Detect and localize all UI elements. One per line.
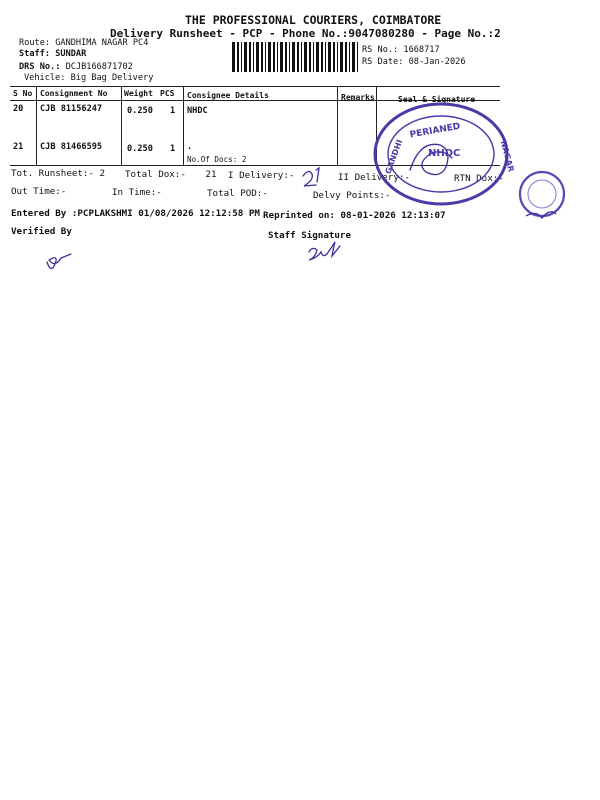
total-dox-value: 21 — [205, 169, 217, 180]
col-header-remarks: Remarks — [341, 93, 375, 102]
rs-date-label: RS Date: — [362, 57, 404, 67]
verified-signature — [47, 254, 71, 269]
col-header-sno: S No — [13, 89, 33, 98]
i-delivery: I Delivery:- — [228, 170, 295, 181]
in-time: In Time:- — [112, 187, 162, 198]
runsheet-subtitle: Delivery Runsheet - PCP - Phone No.:9047080280 - Page No.:2 — [110, 27, 501, 40]
verified-by: Verified By — [11, 226, 72, 237]
stamp-top-text: PERIANED — [409, 121, 462, 141]
row2-sno: 21 — [13, 142, 24, 152]
stamp-left-text: GANDHI — [383, 138, 405, 176]
secondary-stamp — [516, 168, 566, 222]
col-header-consignee: Consignee Details — [187, 91, 269, 100]
drs-label: DRS No.: — [19, 62, 61, 72]
ii-delivery: II Delivery:- — [338, 172, 410, 183]
row1-consignee: NHDC — [187, 106, 208, 116]
handwritten-21-mark — [303, 168, 319, 186]
staff-signature: Staff Signature — [268, 230, 351, 241]
entered-by: Entered By :PCPLAKSHMI 01/08/2026 12:12:58 PM — [11, 208, 260, 219]
col-header-pcs: PCS — [160, 89, 175, 98]
route-label: Route: — [19, 38, 51, 48]
total-pod: Total POD:- — [207, 188, 268, 199]
col-header-consignment: Consignment No — [40, 89, 108, 98]
vehicle-label: Vehicle: — [24, 73, 66, 83]
row2-weight: 0.250 — [127, 144, 153, 154]
route-value: GANDHIMA NAGAR PC4 — [55, 38, 149, 48]
delivery-seal-stamp — [370, 98, 516, 210]
row2-consignment: CJB 81466595 — [40, 142, 103, 152]
total-dox-label: Total Dox:- — [125, 169, 186, 180]
row1-consignment: CJB 81156247 — [40, 104, 103, 114]
row1-pcs: 1 — [170, 106, 176, 116]
stamp-right-text: NAGAR — [498, 139, 516, 173]
row1-weight: 0.250 — [127, 106, 153, 116]
delvy-points: Delvy Points:- — [313, 190, 391, 201]
row2-pcs: 1 — [170, 144, 176, 154]
company-title: THE PROFESSIONAL COURIERS, COIMBATORE — [185, 13, 442, 27]
stamp-mid-text: NHDC — [428, 148, 461, 159]
rs-no-label: RS No.: — [362, 45, 399, 55]
staff-label: Staff: — [19, 49, 51, 59]
row2-doc-count: No.Of Docs: 2 — [187, 155, 247, 164]
reprinted-on: Reprinted on: 08-01-2026 12:13:07 — [263, 210, 446, 221]
staff-value: SUNDAR — [55, 49, 87, 59]
col-header-weight: Weight — [124, 89, 153, 98]
rs-date-value: 08-Jan-2026 — [408, 57, 466, 67]
out-time: Out Time:- — [11, 186, 67, 197]
row2-consignee: . — [187, 142, 193, 152]
vehicle-value: Big Bag Delivery — [70, 73, 154, 83]
row1-sno: 20 — [13, 104, 24, 114]
staff-signature-mark — [309, 242, 340, 260]
rs-no-value: 1668717 — [403, 45, 440, 55]
rtn-dox: RTN Dox:- — [454, 173, 504, 184]
col-header-seal: Seal & Signature — [398, 95, 476, 104]
drs-value: DCJB166871702 — [65, 62, 133, 72]
tot-runsheet: Tot. Runsheet:- 2 — [11, 168, 106, 179]
